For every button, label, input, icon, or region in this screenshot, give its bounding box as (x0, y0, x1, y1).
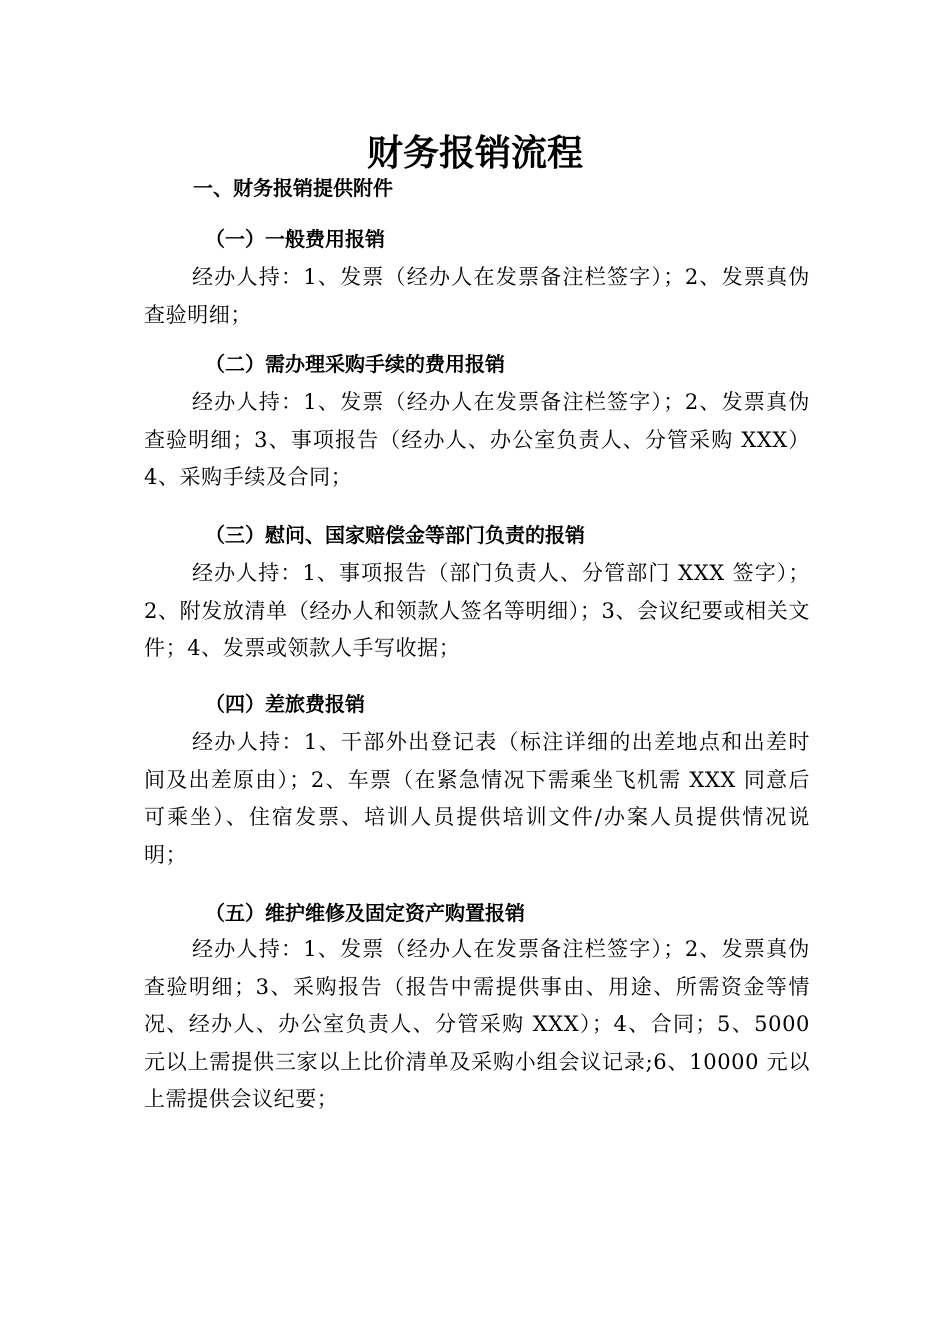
subsection-body-travel-expenses: 经办人持：1、干部外出登记表（标注详细的出差地点和出差时间及出差原由）；2、车票（在紧急情况下需乘坐飞机需 XXX 同意后可乘坐）、住宿发票、培训人员提供培训文件/办案人员提供情况说明； (144, 730, 810, 867)
section-heading-attachments: 一、财务报销提供附件 (193, 176, 393, 200)
subsection-body-general-expenses: 经办人持：1、发票（经办人在发票备注栏签字）；2、发票真伪查验明细； (144, 265, 810, 327)
subsection-heading-maintenance-assets: （五）维护维修及固定资产购置报销 (205, 901, 525, 925)
document-title: 财务报销流程 (366, 133, 583, 174)
subsection-body-condolence-compensation: 经办人持：1、事项报告（部门负责人、分管部门 XXX 签字）； 2、附发放清单（经办人和领款人签名等明细）；3、会议纪要或相关文件；4、发票或领款人手写收据； (144, 561, 810, 660)
subsection-body-procurement-expenses: 经办人持：1、发票（经办人在发票备注栏签字）；2、发票真伪查验明细；3、事项报告（经办人、办公室负责人、分管采购 XXX）4、采购手续及合同； (144, 390, 810, 489)
subsection-body-maintenance-assets: 经办人持：1、发票（经办人在发票备注栏签字）；2、发票真伪查验明细；3、采购报告（报告中需提供事由、用途、所需资金等情况、经办人、办公室负责人、分管采购 XXX）；4、合同；5、5000 元以上需提供三家以上比价清单及采购小组会议记录;6、10000 元以上需提供会议纪要； (144, 937, 810, 1111)
subsection-heading-general-expenses: （一）一般费用报销 (205, 227, 385, 251)
subsection-heading-condolence-compensation: （三）慰问、国家赔偿金等部门负责的报销 (205, 523, 585, 547)
subsection-heading-procurement-expenses: （二）需办理采购手续的费用报销 (205, 352, 505, 376)
subsection-heading-travel-expenses: （四）差旅费报销 (205, 692, 365, 716)
